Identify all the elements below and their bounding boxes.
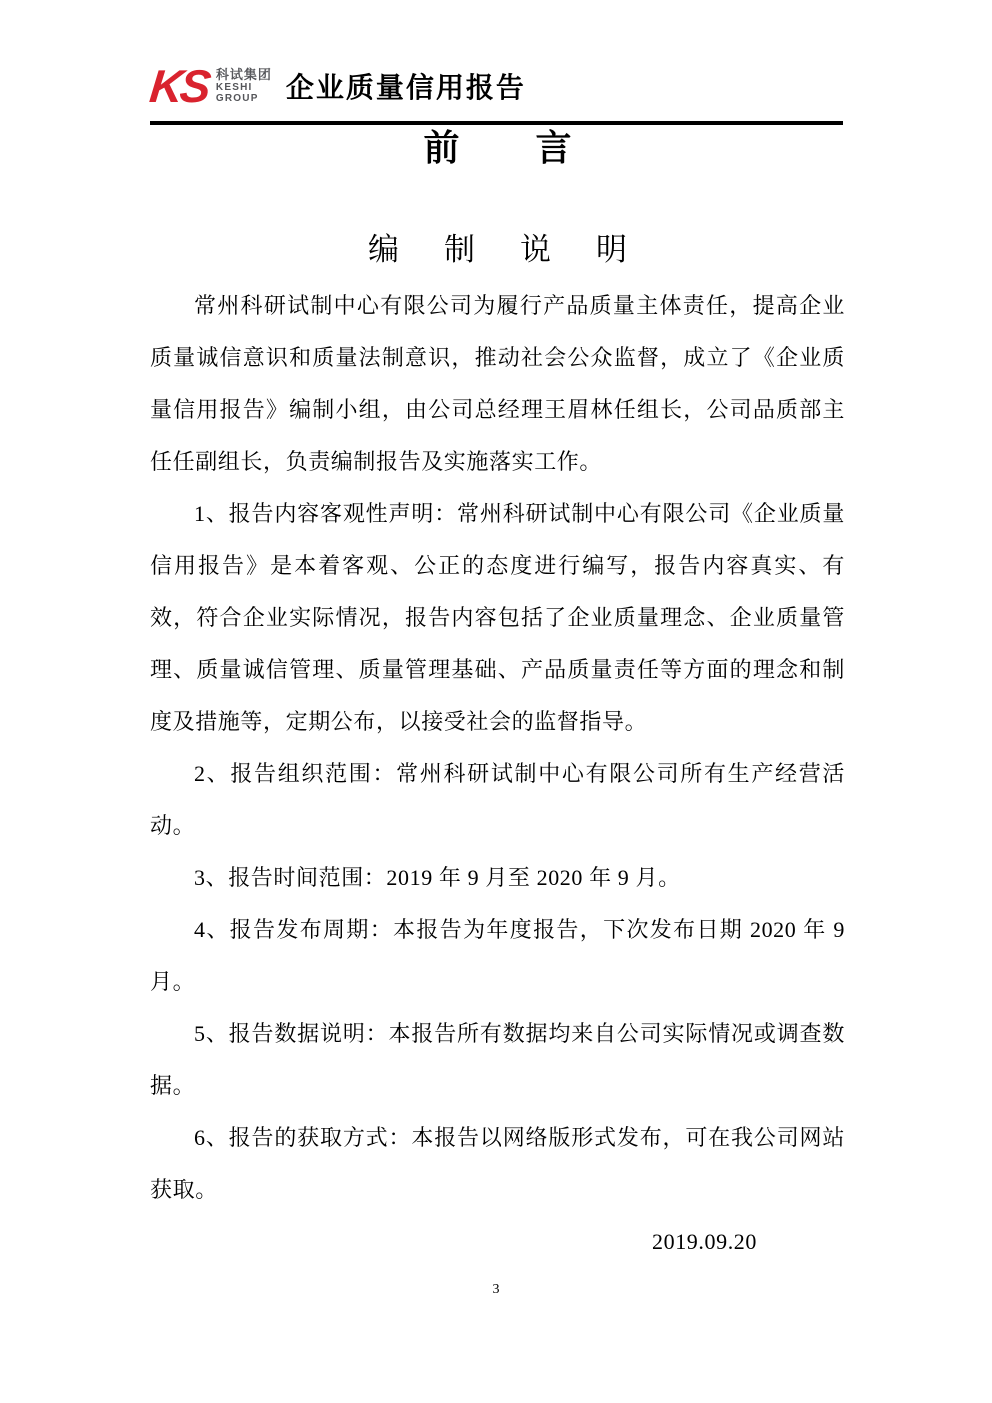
preface-title-char: 言 [535, 128, 572, 168]
report-date: 2019.09.20 [652, 1229, 757, 1254]
page-number: 3 [492, 1282, 500, 1297]
paragraph-item-6: 6、报告的获取方式：本报告以网络版形式发布，可在我公司网站获取。 [150, 1125, 845, 1202]
section-heading-char: 明 [596, 232, 627, 267]
preface-body [150, 280, 845, 1268]
paragraph-item-1: 1、报告内容客观性声明：常州科研试制中心有限公司《企业质量信用报告》是本着客观、公正的态度进行编写，报告内容真实、有效，符合企业实际情况，报告内容包括了企业质量理念、企业质量管理、质量诚信管理、质量管理基础、产品质量责任等方面的理念和制度及措施等，定期公布，以接受社会的监督指导。 [150, 501, 845, 734]
page-header [147, 60, 845, 112]
report-title: 企业质量信用报告 [285, 73, 526, 104]
paragraph-item-5: 5、报告数据说明：本报告所有数据均来自公司实际情况或调查数据。 [150, 1021, 845, 1098]
logo-company-name-cn: 科试集团 [215, 67, 272, 82]
header-divider-rule [150, 121, 843, 125]
paragraph-item-3: 3、报告时间范围：2019 年 9 月至 2020 年 9 月。 [194, 865, 681, 890]
section-heading-char: 编 [368, 232, 399, 267]
logo-company-name-en-1: KESHI [215, 82, 253, 93]
preface-title-char: 前 [423, 128, 460, 168]
preface-title [150, 126, 845, 170]
paragraph-item-2: 2、报告组织范围：常州科研试制中心有限公司所有生产经营活动。 [150, 761, 845, 838]
logo-text-block [216, 66, 272, 104]
paragraph-item-4: 4、报告发布周期：本报告为年度报告，下次发布日期 2020 年 9 月。 [150, 917, 845, 994]
section-heading-char: 制 [444, 232, 475, 267]
paragraph-intro: 常州科研试制中心有限公司为履行产品质量主体责任，提高企业质量诚信意识和质量法制意识，推动社会公众监督，成立了《企业质量信用报告》编制小组，由公司总经理王眉林任组长，公司品质部主任任副组长，负责编制报告及实施落实工作。 [150, 293, 845, 474]
keshi-group-logo [147, 60, 272, 112]
section-heading [150, 230, 845, 270]
ks-monogram-icon: KS [147, 60, 211, 112]
section-heading-char: 说 [520, 232, 551, 267]
logo-company-name-en-2: GROUP [215, 93, 259, 104]
